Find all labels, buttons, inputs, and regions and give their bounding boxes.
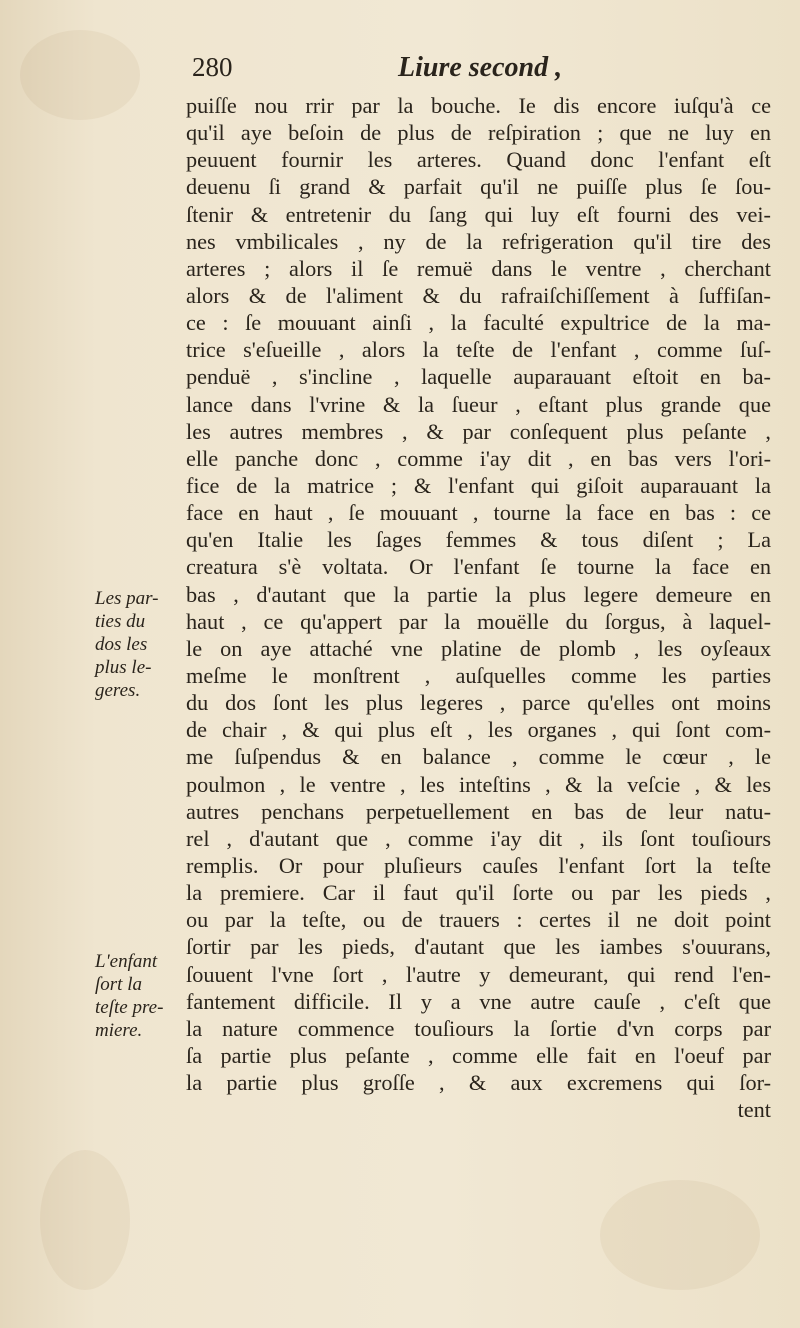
page-number: 280 xyxy=(192,52,233,82)
text-line: me ſuſpendus & en balance , comme le cœur , le xyxy=(186,744,771,770)
margin-note-enfant-sort xyxy=(95,950,179,1042)
text-line: meſme le monſtrent , auſquelles comme les parties xyxy=(186,662,771,688)
margin-note-line: geres. xyxy=(95,680,141,701)
margin-note-line: L'enfant xyxy=(95,951,158,972)
text-line: bas , d'autant que la partie la plus legere demeure en xyxy=(186,581,771,607)
text-line: du dos ſont les plus legeres , parce qu'elles ont moins xyxy=(186,690,771,716)
page-header xyxy=(180,52,770,96)
text-line: trice s'eſueille , alors la teſte de l'enfant , comme ſuſ- xyxy=(186,337,771,363)
text-line: remplis. Or pour pluſieurs cauſes l'enfant ſort la teſte xyxy=(186,852,771,878)
text-line: elle panche donc , comme i'ay dit , en bas vers l'ori- xyxy=(186,445,771,471)
text-line: arteres ; alors il ſe remuë dans le ventre , cherchant xyxy=(186,255,771,281)
text-line: ce : ſe mouuant ainſi , la faculté expultrice de la ma- xyxy=(186,310,771,336)
text-line: tent xyxy=(737,1097,771,1123)
text-line: fantement difficile. Il y a vne autre cauſe , c'eſt que xyxy=(186,988,771,1014)
text-line: deuenu ſi grand & parfait qu'il ne puiſſe plus ſe ſou- xyxy=(186,174,771,200)
text-line: ſouuent l'vne ſort , l'autre y demeurant, qui rend l'en- xyxy=(186,961,771,987)
text-line: qu'il aye beſoin de plus de reſpiration ; que ne luy en xyxy=(186,120,771,146)
text-line: face en haut , ſe mouuant , tourne la face en bas : ce xyxy=(186,500,771,526)
text-line: de chair , & qui plus eſt , les organes , qui ſont com- xyxy=(186,717,771,743)
text-line: penduë , s'incline , laquelle auparauant eſtoit en ba- xyxy=(186,364,771,390)
margin-note-line: ſort la xyxy=(95,974,142,995)
text-line: fice de la matrice ; & l'enfant qui giſoit auparauant la xyxy=(186,472,771,498)
paper-stain xyxy=(40,1150,130,1290)
text-line: ou par la teſte, ou de trauers : certes il ne doit point xyxy=(186,907,771,933)
text-line: la partie plus groſſe , & aux excremens qui ſor- xyxy=(186,1070,771,1096)
text-line: haut , ce qu'appert par la mouëlle du ſorgus, à laquel- xyxy=(186,608,771,634)
text-line: le on aye attaché vne platine de plomb , les oyſeaux xyxy=(186,635,771,661)
margin-note-line: Les par- xyxy=(95,588,159,609)
text-line: alors & de l'aliment & du rafraiſchiſſement à ſuffiſan- xyxy=(186,282,771,308)
text-line: puiſſe nou rrir par la bouche. Ie dis encore iuſqu'à ce xyxy=(186,93,771,118)
paper-stain xyxy=(600,1180,760,1290)
text-line: poulmon , le ventre , les inteſtins , & la veſcie , & les xyxy=(186,771,771,797)
text-line: peuuent fournir les arteres. Quand donc l'enfant eſt xyxy=(186,147,771,173)
text-line: ſa partie plus peſante , comme elle fait en l'oeuf par xyxy=(186,1042,771,1068)
margin-note-parties-du-dos xyxy=(95,587,179,702)
margin-note-line: plus le- xyxy=(95,657,152,678)
running-title: Liure second , xyxy=(398,52,563,83)
text-line: autres penchans perpetuellement en bas de leur natu- xyxy=(186,798,771,824)
margin-note-line: miere. xyxy=(95,1020,143,1041)
text-line: ſortir par les pieds, d'autant que les iambes s'ouurans, xyxy=(186,934,771,960)
text-line: nes vmbilicales , ny de la refrigeration qu'il tire des xyxy=(186,228,771,254)
text-line: lance dans l'vrine & la ſueur , eſtant plus grande que xyxy=(186,391,771,417)
paper-stain xyxy=(20,30,140,120)
text-line: creatura s'è voltata. Or l'enfant ſe tourne la face en xyxy=(186,554,771,580)
text-line: ſtenir & entretenir du ſang qui luy eſt fourni des vei- xyxy=(186,201,771,227)
text-line: la premiere. Car il faut qu'il ſorte ou par les pieds , xyxy=(186,880,771,906)
text-line: qu'en Italie les ſages femmes & tous diſent ; La xyxy=(186,527,771,553)
text-line: la nature commence touſiours la ſortie d'vn corps par xyxy=(186,1015,771,1041)
text-line: les autres membres , & par conſequent plus peſante , xyxy=(186,418,771,444)
main-text-block xyxy=(186,92,771,1123)
margin-note-line: teſte pre- xyxy=(95,997,164,1018)
margin-note-line: ties du xyxy=(95,611,146,632)
text-line: rel , d'autant que , comme i'ay dit , ils ſont touſiours xyxy=(186,825,771,851)
margin-note-line: dos les xyxy=(95,634,148,655)
